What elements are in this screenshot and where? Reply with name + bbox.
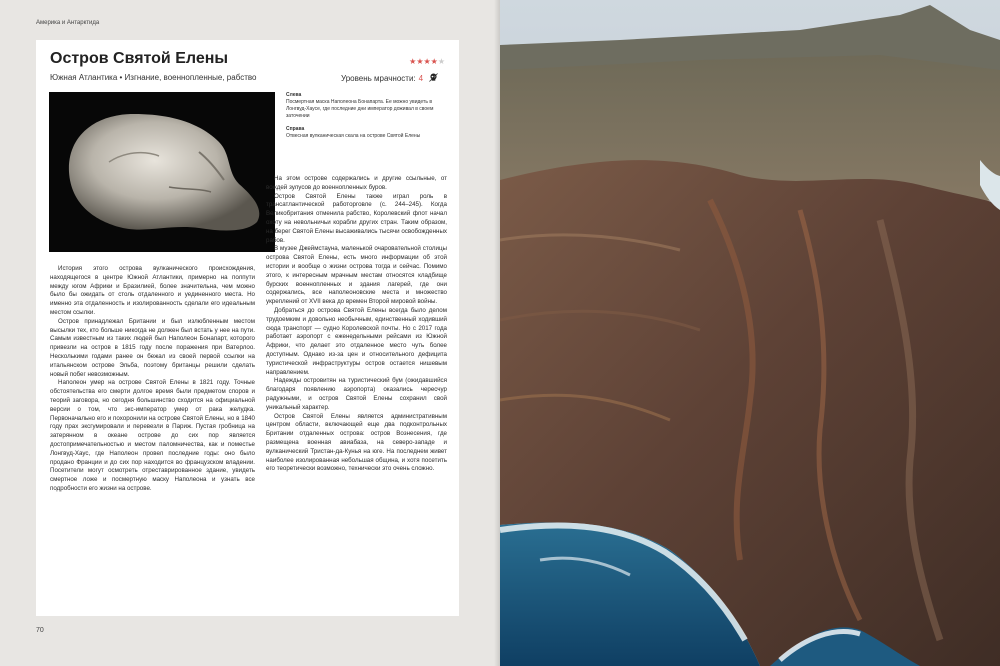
section-header: Америка и Антарктида — [36, 20, 100, 26]
caption-left-text: Посмертная маска Наполеона Бонапарта. Ее можно увидеть в Лонгвуд-Хаусе, где последние дни император доживал в своем заточении — [286, 99, 434, 119]
death-mask-image — [49, 92, 275, 252]
article-subtitle: Южная Атлантика • Изгнание, военнопленные, рабство — [50, 73, 257, 82]
paragraph: Остров Святой Елены также играл роль в трансатлантической работорговле (с. 244–245). Когда Великобритания отменила рабство, Королевский флот начал охоту на невольничьи корабли других стран. Таким образом, на берег Святой Елены высаживались тысячи освобожденных рабов. — [266, 192, 447, 244]
page-number: 70 — [36, 627, 44, 634]
paragraph: Наполеон умер на острове Святой Елены в 1821 году. Точные обстоятельства его смерти долгое время были предметом споров и теорий заговора, но сегодня большинство сходится на официальной версии о том, что экс-император умер от рака желудка. Первоначально его и похоронили на острове Святой Елены, но в 1840 году прах эксгумировали и перевезли в Париж. Пустая гробница на затерянном в океане острове до сих пор является достопримечательностью и местом паломничества, как и поместье Лонгвуд-Хаус, где Наполеон провел последние годы: оно было продано Франции и до сих пор находится во французском владении. Посетители могут осмотреть отреставрированное здание, увидеть смертное ложе и посмертную маску Наполеона и узнать все подробности его жизни на острове. — [50, 379, 255, 492]
star-rating-icon — [409, 57, 445, 66]
paragraph: Остров Святой Елены является административным центром области, включающей еще два подконтрольных Британии отдаленных острова: остров Вознесения, где размещена военная авиабаза, на северо-западе и вулканический Тристан-да-Кунья на юге. На последнем живет наиболее изолированная небольшая община, и хотя посетить его теоретически возможно, технически это очень сложно. — [266, 412, 447, 473]
skull-icon — [429, 73, 438, 82]
caption-left-title: Слева — [286, 92, 302, 98]
caption-right-title: Справа — [286, 126, 305, 132]
volcanic-cliff-photo — [500, 0, 1000, 666]
star-icon: ★ — [423, 57, 431, 66]
star-icon: ★ — [437, 57, 445, 66]
paragraph: В музее Джеймстауна, маленькой очаровательной столицы острова Святой Елены, есть много информации об этой истории и вообще о жизни острова тогда и сейчас. Помимо этого, к интересным мрачным местам относятся кладбище бурских военнопленных и здания лагерей, где они содержались, все наполеоновские места и множество укреплений от XVII века до времен Второй мировой войны. — [266, 245, 447, 306]
paragraph: На этом острове содержались и другие ссыльные, от вождей зулусов до военнопленных буров. — [266, 175, 447, 191]
right-page — [500, 0, 1000, 666]
photo-captions — [286, 92, 451, 146]
star-icon: ★ — [409, 57, 417, 66]
paragraph: Надежды островитян на туристический бум (ожидавшийся благодаря появлению аэропорта) оказались чересчур радужными, и остров Святой Елены сохранил свой уникальный характер. — [266, 377, 447, 411]
napoleon-death-mask-photo — [49, 92, 275, 252]
rarity-label: Уровень мрачности: — [341, 74, 416, 83]
paragraph: Остров принадлежал Британии и был излюбленным местом высылки тех, кто больше никогда не должен был встать у нее на пути. Самым известным из таких людей был Наполеон Бонапарт, которого привезли на остров в 1815 году после поражения при Ватерлоо. Несколькими годами ранее он бежал из своей первой ссылки на итальянском острове Эльба, поэтому британцы решили сделать новый побег невозможным. — [50, 317, 255, 378]
paragraph: Добраться до острова Святой Елены всегда было делом трудоемким и довольно необычным, единственный ходивший сюда транспорт — судно Королевской почты. Но с 2017 года работает аэропорт с еженедельными рейсами из Южной Африки, что делает это отдаленное место чуть более доступным. Однако из-за цен и относительного дефицита туристической инфраструктуры остров остается нишевым направлением. — [266, 306, 447, 376]
caption-right-text: Отвесная вулканическая скала на острове Святой Елены — [286, 133, 421, 139]
article-card — [36, 40, 459, 616]
body-column-2 — [266, 175, 447, 474]
article-title: Остров Святой Елены — [50, 50, 229, 67]
body-column-1 — [50, 265, 255, 494]
paragraph: История этого острова вулканического происхождения, находящегося в центре Южной Атлантики, примерно на полпути между югом Африки и Бразилией, более значительна, чем можно было бы ожидать от столь отдаленного и уединенного места. Но именно эта отдаленность и изолированность сделали его идеальным местом ссылки. — [50, 265, 255, 316]
rarity-value: 4 — [418, 74, 424, 83]
rarity-indicator — [341, 73, 438, 83]
star-icon: ★ — [430, 57, 438, 66]
star-icon: ★ — [416, 57, 424, 66]
